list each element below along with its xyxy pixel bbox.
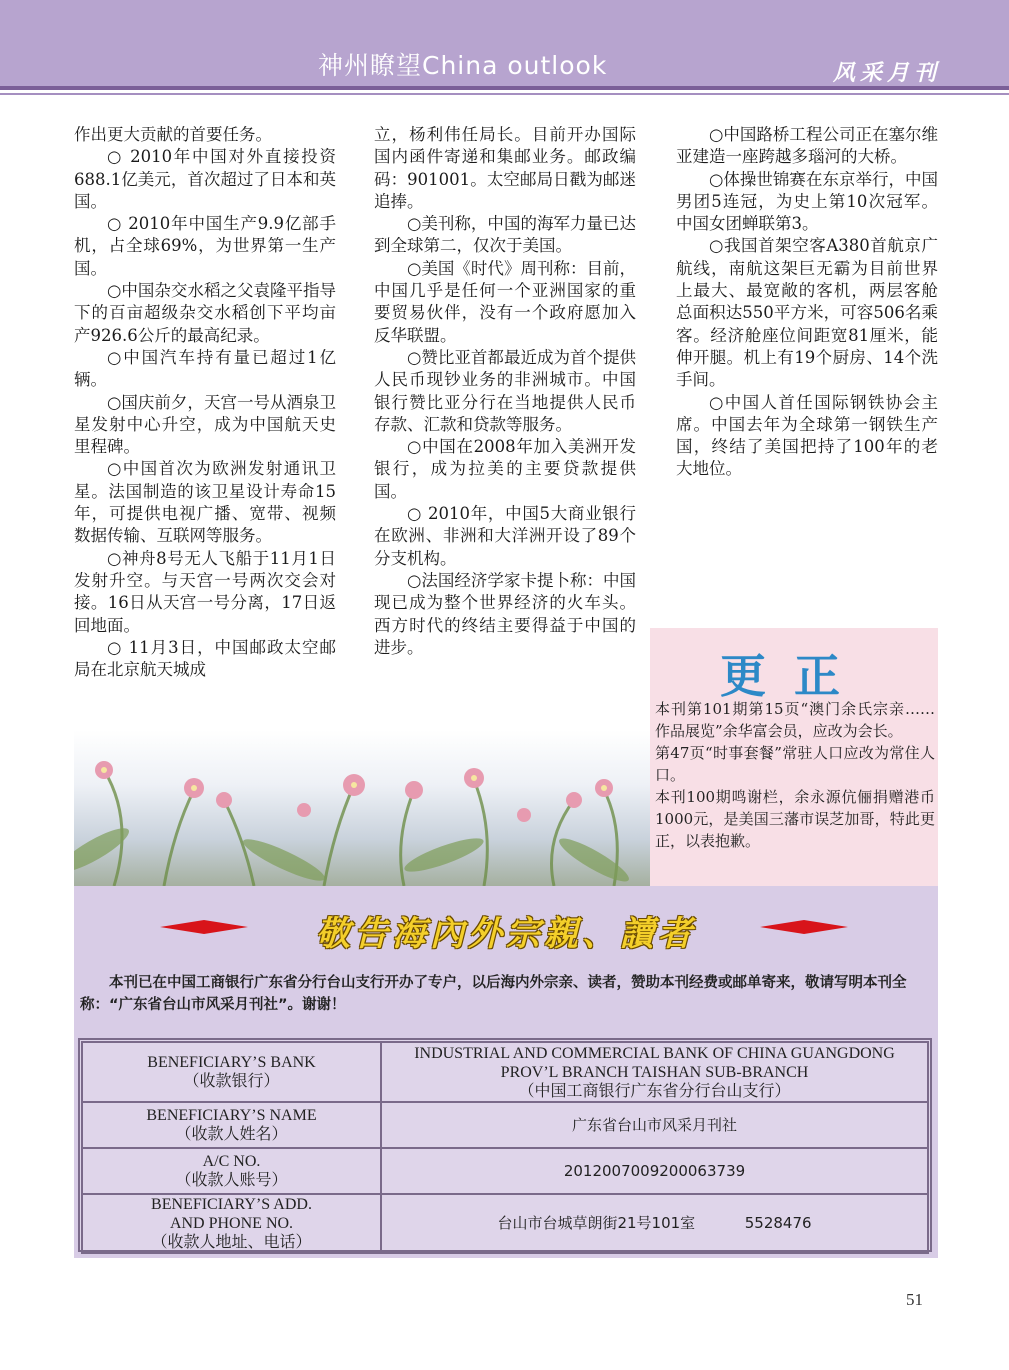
label-en: BENEFICIARY’S BANK: [147, 1054, 316, 1071]
notice-title: 敬告海內外宗親、讀者: [316, 914, 696, 954]
paragraph: ○神舟8号无人飞船于11月1日发射升空。与天宫一号两次交会对接。16日从天宫一号分离，17日返回地面。: [74, 548, 336, 635]
paragraph: ○ 11月3日，中国邮政太空邮局在北京航天城成: [74, 637, 336, 680]
label-cn: （收款人地址、电话）: [151, 1234, 312, 1251]
correction-line: 本刊第101期第15页“澳门余氏宗亲……作品展览”余华富会员，应改为会长。: [655, 700, 935, 740]
donation-notice: [74, 886, 938, 1258]
page-number: 51: [906, 1290, 923, 1309]
notice-text: 本刊已在中国工商银行广东省分行台山支行开办了专户，以后海内外宗亲、读者，赞助本刊经费或邮单寄来，敬请写明本刊全称：“广东省台山市风采月刊社”。谢谢！: [80, 975, 907, 1013]
paragraph: ○中国人首任国际钢铁协会主席。中国去年为全球第一钢铁生产国，终结了美国把持了100年的老大地位。: [676, 392, 938, 479]
article-column-3: [676, 124, 938, 481]
label-cell: [82, 1148, 381, 1194]
bank-name-line: （中国工商银行广东省分行台山支行）: [518, 1082, 791, 1100]
paragraph: ○美国《时代》周刊称：目前，中国几乎是任何一个亚洲国家的重要贸易伙伴，没有一个政府愿加入反华联盟。: [374, 258, 636, 345]
paragraph: ○ 2010年，中国5大商业银行在欧洲、非洲和大洋洲开设了89个分支机构。: [374, 504, 636, 568]
paragraph: ○中国杂交水稻之父袁隆平指导下的百亩超级杂交水稻创下平均亩产926.6公斤的最高纪录。: [74, 281, 336, 345]
label-cell: [82, 1102, 381, 1148]
paragraph: ○中国在2008年加入美洲开发银行，成为拉美的主要贷款提供国。: [374, 437, 636, 501]
value-cell: [381, 1042, 928, 1102]
label-en: BENEFICIARY’S ADD.: [151, 1196, 312, 1213]
correction-line: 本刊100期鸣谢栏，余永源伉俪捐赠港币1000元，是美国三藩市误芝加哥，特此更正，以表抱歉。: [655, 788, 935, 850]
paragraph: ○美刊称，中国的海军力量已达到全球第二，仅次于美国。: [374, 214, 636, 256]
header-rule: [0, 86, 1009, 90]
paragraph: 作出更大贡献的首要任务。: [74, 125, 272, 144]
beneficiary-name: 广东省台山市风采月刊社: [381, 1102, 928, 1148]
magazine-name: 风采月刊: [833, 60, 942, 86]
paragraph: ○ 2010年中国对外直接投资688.1亿美元，首次超过了日本和英国。: [74, 147, 336, 211]
table-row: [82, 1194, 928, 1253]
table-row: [82, 1042, 928, 1102]
label-en: AND PHONE NO.: [169, 1215, 294, 1232]
table-row: [82, 1148, 928, 1194]
label-cn: （收款人账号）: [175, 1172, 288, 1189]
beneficiary-address: 台山市台城草朗街21号101室: [497, 1214, 696, 1232]
paragraph: ○体操世锦赛在东京举行，中国男团5连冠，为史上第10次冠军。中国女团蝉联第3。: [676, 169, 938, 234]
label-cn: （收款银行）: [183, 1073, 280, 1090]
paragraph: ○我国首架空客A380首航京广航线，南航这架巨无霸为目前世界上最大、最宽敞的客机，两层客舱总面积达550平方米，可容506名乘客。经济舱座位间距宽81厘米，能伸开腿。机上有19个厨房、14个洗手间。: [676, 236, 938, 390]
correction-body: [655, 698, 935, 852]
article-column-2: [374, 124, 636, 659]
header-rule-thin: [0, 93, 1009, 95]
bank-info-table: [78, 1038, 932, 1252]
correction-line: 第47页“时事套餐”常驻人口应改为常住人口。: [655, 744, 935, 784]
label-cell: [82, 1042, 381, 1102]
bank-name-line: INDUSTRIAL AND COMMERCIAL BANK OF CHINA GUANGDONG: [414, 1044, 895, 1062]
paragraph: ○中国汽车持有量已超过1亿辆。: [74, 347, 336, 390]
paragraph: ○赞比亚首都最近成为首个提供人民币现钞业务的非洲城市。中国银行赞比亚分行在当地提供人民币存款、汇款和贷款等服务。: [374, 347, 636, 434]
correction-notice: [650, 628, 938, 886]
account-number: 2012007009200063739: [381, 1148, 928, 1194]
label-en: BENEFICIARY’S NAME: [146, 1107, 317, 1124]
beneficiary-phone: 5528476: [744, 1214, 812, 1232]
paragraph: ○ 2010年中国生产9.9亿部手机，占全球69%，为世界第一生产国。: [74, 214, 336, 278]
paragraph: ○中国路桥工程公司正在塞尔维亚建造一座跨越多瑙河的大桥。: [676, 125, 938, 167]
bank-name-line: PROV’L BRANCH TAISHAN SUB-BRANCH: [500, 1063, 809, 1081]
paragraph: ○法国经济学家卡提卜称：中国现已成为整个世界经济的火车头。西方时代的终结主要得益于中国的进步。: [374, 570, 636, 657]
value-cell: [381, 1194, 928, 1253]
label-cell: [82, 1194, 381, 1253]
label-cn: （收款人姓名）: [175, 1126, 288, 1143]
page-header: [0, 0, 1009, 86]
paragraph: ○国庆前夕，天宫一号从酒泉卫星发射中心升空，成为中国航天史里程碑。: [74, 392, 336, 457]
paragraph: 立，杨利伟任局长。目前开办国际国内函件寄递和集邮业务。邮政编码：901001。太空邮局日戳为邮迷追捧。: [374, 125, 636, 211]
article-column-1: [74, 124, 336, 681]
paragraph: ○中国首次为欧洲发射通讯卫星。法国制造的该卫星设计寿命15年，可提供电视广播、宽带、视频数据传输、互联网等服务。: [74, 459, 336, 546]
table-row: [82, 1102, 928, 1148]
label-en: A/C NO.: [202, 1153, 261, 1170]
flower-photo: [74, 730, 650, 886]
correction-title: 更正: [720, 649, 868, 703]
magazine-section-title: 神州瞭望China outlook: [318, 51, 608, 80]
flower-illustration: [74, 730, 650, 886]
